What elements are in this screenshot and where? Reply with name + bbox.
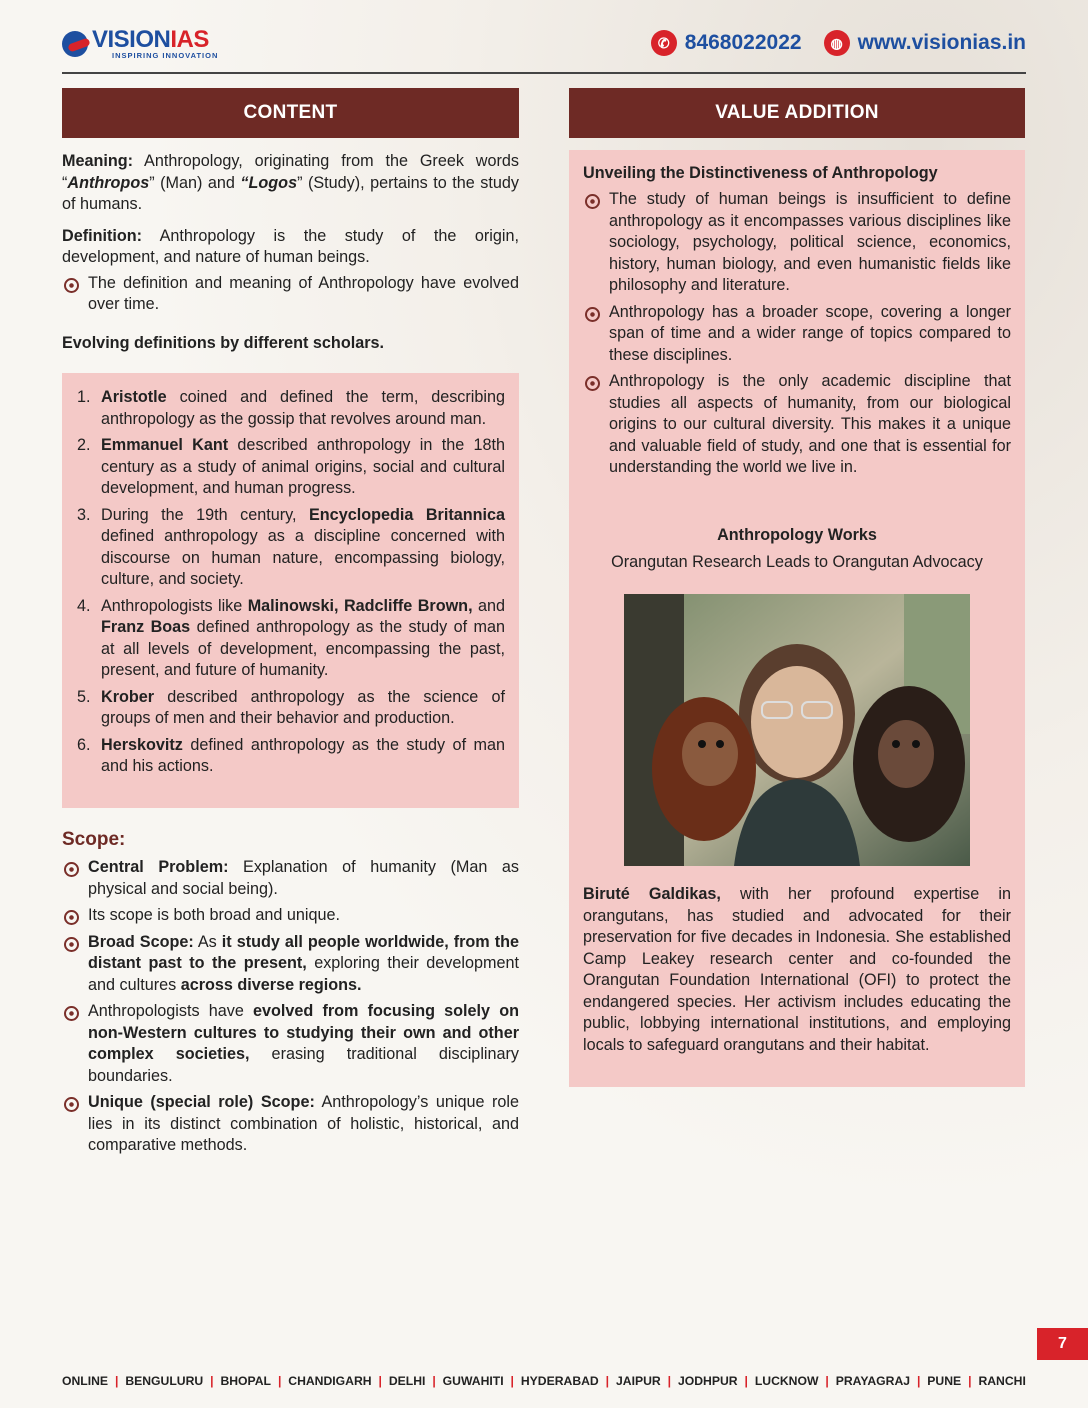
list-item: The study of human beings is insufficient to define anthropology as it encompasses various disciplines like sociology, psychology, political science, economics, history, human biology, and even humanistic fields like philosophy and literature.	[583, 189, 1011, 297]
website-url: www.visionias.in	[857, 31, 1026, 54]
website-link[interactable]	[824, 30, 1026, 56]
list-item: Its scope is both broad and unique.	[62, 905, 519, 927]
footer-separator: |	[277, 1374, 282, 1388]
visionias-logo[interactable]	[62, 28, 218, 60]
scope-title: Scope:	[62, 829, 126, 850]
footer-separator: |	[605, 1374, 610, 1388]
footer-separator: |	[378, 1374, 382, 1388]
footer-city[interactable]: RANCHI	[978, 1374, 1026, 1388]
scope-list	[62, 857, 519, 1157]
footer-separator: |	[114, 1374, 119, 1388]
works-subtitle: Orangutan Research Leads to Orangutan Advocacy	[611, 553, 983, 571]
footer-separator: |	[916, 1374, 921, 1388]
list-item	[76, 596, 505, 682]
list-number: 5.	[77, 687, 91, 706]
globe-icon: ◍	[824, 30, 850, 56]
content-column	[62, 151, 519, 353]
meaning-paragraph: Meaning: Anthropology, originating from the Greek words “Anthropos” (Man) and “Logos” (Study), pertains to the study of humans.	[62, 152, 519, 213]
logo-suffix: IAS	[170, 26, 209, 53]
list-item	[76, 505, 505, 591]
definition-paragraph: Definition: Anthropology is the study of the origin, development, and nature of human beings.	[62, 226, 519, 266]
orangutan-photo	[624, 594, 970, 866]
footer-city[interactable]: PUNE	[927, 1374, 962, 1388]
list-text: Krober described anthropology as the science of groups of men and their behavior and production.	[101, 687, 505, 727]
phone-icon: ✆	[651, 30, 677, 56]
works-title: Anthropology Works	[717, 525, 877, 544]
list-item: Anthropologists have evolved from focusing solely on non-Western cultures to studying their own and other complex societies, erasing traditional disciplinary boundaries.	[62, 1001, 519, 1087]
list-number: 4.	[77, 596, 91, 615]
list-number: 1.	[77, 388, 91, 406]
definition-bullets	[62, 273, 519, 316]
list-text: During the 19th century, Encyclopedia Britannica defined anthropology as a discipline concerned with discourse on human nature, encompassing biology, culture, and society.	[101, 505, 505, 588]
list-item	[76, 687, 505, 730]
footer-separator: |	[210, 1374, 214, 1388]
footer-separator: |	[432, 1374, 436, 1388]
list-number: 6.	[77, 735, 91, 754]
footer-city[interactable]: ONLINE	[62, 1374, 109, 1388]
list-item: Unique (special role) Scope: Anthropology’s unique role lies in its distinct combination of holistic, historical, and comparative methods.	[62, 1092, 519, 1157]
list-text: Herskovitz defined anthropology as the study of man and his actions.	[101, 735, 505, 775]
list-text: Emmanuel Kant described anthropology in the 18th century as a study of animal origins, social and cultural development, and human progress.	[101, 436, 505, 497]
distinctiveness-heading: Unveiling the Distinctiveness of Anthropology	[583, 164, 938, 182]
logo-icon	[62, 31, 88, 57]
logo-prefix: VISION	[92, 26, 171, 53]
scope-section	[62, 829, 519, 1162]
footer-city[interactable]: GUWAHITI	[442, 1374, 504, 1388]
scholars-heading: Evolving definitions by different scholars.	[62, 333, 385, 352]
scholars-box	[62, 373, 519, 808]
list-item: Anthropology is the only academic discipline that studies all aspects of humanity, from our biological origins to our cultural diversity. This makes it a unique and valuable field of study, and one that is essential for understanding the world we live in.	[583, 371, 1011, 479]
list-item: Central Problem: Explanation of humanity (Man as physical and social being).	[62, 857, 519, 900]
footer-city[interactable]: JAIPUR	[616, 1374, 661, 1388]
footer-city[interactable]: HYDERABAD	[520, 1374, 599, 1388]
footer-city[interactable]: BENGULURU	[125, 1374, 204, 1388]
contact-info	[651, 30, 1026, 56]
footer-separator: |	[667, 1374, 672, 1388]
footer-separator: |	[744, 1374, 748, 1388]
list-item	[76, 387, 505, 430]
list-item: Broad Scope: As it study all people worldwide, from the distant past to the present, exploring their development and cultures across diverse regions.	[62, 932, 519, 997]
logo-tagline: INSPIRING INNOVATION	[112, 51, 219, 60]
footer-separator: |	[968, 1374, 972, 1388]
list-number: 2.	[77, 436, 91, 454]
footer-separator: |	[825, 1374, 829, 1388]
footer-city[interactable]: PRAYAGRAJ	[835, 1374, 911, 1388]
footer-city[interactable]: LUCKNOW	[754, 1374, 819, 1388]
list-item: The definition and meaning of Anthropology have evolved over time.	[62, 273, 519, 316]
list-text: Anthropologists like Malinowski, Radcliffe Brown, and Franz Boas defined anthropology as the study of man at all levels of development, encompassing the past, present, and future of humanity.	[101, 596, 505, 679]
footer-separator: |	[510, 1374, 514, 1388]
phone-contact[interactable]	[651, 30, 802, 56]
page-header	[62, 26, 1026, 74]
phone-number: 8468022022	[684, 31, 802, 54]
list-item	[76, 435, 505, 500]
list-item: Anthropology has a broader scope, covering a longer span of time and a wider range of topics compared to these disciplines.	[583, 302, 1011, 367]
distinctiveness-bullets	[583, 189, 1011, 479]
page-number: 7	[1037, 1328, 1088, 1360]
scholars-list	[76, 387, 505, 778]
footer-city[interactable]: CHANDIGARH	[288, 1374, 372, 1388]
content-heading: CONTENT	[62, 88, 519, 138]
value-addition-heading: VALUE ADDITION	[569, 88, 1025, 138]
list-number: 3.	[77, 505, 91, 524]
footer-city[interactable]: JODHPUR	[677, 1374, 738, 1388]
footer-cities	[62, 1374, 1026, 1388]
list-text: Aristotle coined and defined the term, describing anthropology as the gossip that revolves around man.	[101, 388, 505, 428]
galdikas-bio: Biruté Galdikas, with her profound expertise in orangutans, has studied and advocated for their preservation for five decades in Indonesia. She established Camp Leakey research center and co-founded the Orangutan Foundation International (OFI) to protect the endangered species. Her activism includes educating the public, lobbying international institutions, and employing locals to safeguard orangutans and their habitat.	[583, 885, 1012, 1054]
footer-city[interactable]: BHOPAL	[220, 1374, 272, 1388]
footer-city[interactable]: DELHI	[388, 1374, 426, 1388]
list-item	[76, 735, 505, 778]
